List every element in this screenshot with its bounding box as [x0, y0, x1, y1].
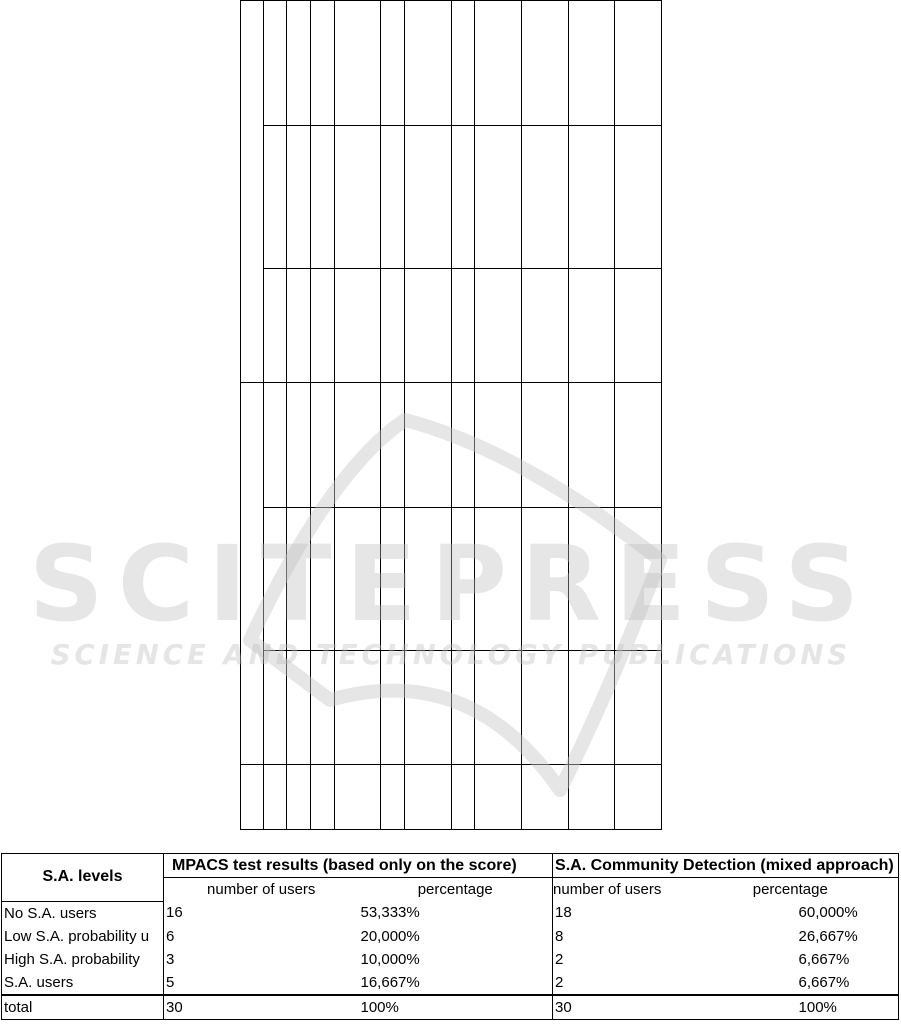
mpacs-users-cell: 6: [166, 927, 175, 945]
mpacs-percentage-cell: 53,333%: [359, 901, 553, 925]
cd-percentage-cell: 6,667%: [683, 948, 899, 971]
total-mpacs-users: 30: [164, 995, 359, 1020]
results-table: [1, 853, 899, 1020]
table-row: [2, 901, 899, 925]
mpacs-users-cell: 3: [166, 950, 175, 968]
watermark-title: SCITEPRESS: [28, 523, 874, 645]
subheader-cd-percentage: percentage: [683, 878, 899, 902]
cd-percentage-cell: 6,667%: [683, 971, 899, 995]
total-cd-users: 30: [553, 995, 683, 1020]
cd-users-cell: 2: [555, 973, 564, 991]
row-label: S.A. users: [2, 971, 164, 995]
cd-users-cell: 18: [555, 904, 572, 922]
subheader-mpacs-users: number of users: [207, 881, 316, 898]
group-header-mpacs: MPACS test results (based only on the score): [164, 854, 553, 878]
total-row: [2, 995, 899, 1020]
table-row: [2, 925, 899, 948]
group-header-community-detection: S.A. Community Detection (mixed approach): [553, 854, 899, 878]
watermark-subtitle: SCIENCE AND TECHNOLOGY PUBLICATIONS: [50, 639, 852, 671]
row-label: Low S.A. probability u: [2, 925, 164, 948]
mpacs-users-cell: 5: [166, 973, 175, 991]
table-row: [2, 971, 899, 995]
total-mpacs-percentage: 100%: [359, 995, 553, 1020]
cd-users-cell: 8: [555, 927, 564, 945]
cd-percentage-cell: 60,000%: [683, 901, 899, 925]
cd-percentage-cell: 26,667%: [683, 925, 899, 948]
cd-users-cell: 2: [555, 950, 564, 968]
mpacs-users-cell: 16: [166, 904, 183, 922]
subheader-cd-users: number of users: [553, 881, 662, 898]
total-cd-percentage: 100%: [683, 995, 899, 1020]
subheader-mpacs-percentage: percentage: [359, 878, 553, 902]
total-label: total: [2, 995, 164, 1020]
row-label: No S.A. users: [2, 901, 164, 925]
mpacs-percentage-cell: 16,667%: [359, 971, 553, 995]
mpacs-percentage-cell: 10,000%: [359, 948, 553, 971]
mpacs-percentage-cell: 20,000%: [359, 925, 553, 948]
row-label: High S.A. probability: [2, 948, 164, 971]
table-row: [2, 948, 899, 971]
row-header-label: S.A. levels: [2, 854, 164, 902]
